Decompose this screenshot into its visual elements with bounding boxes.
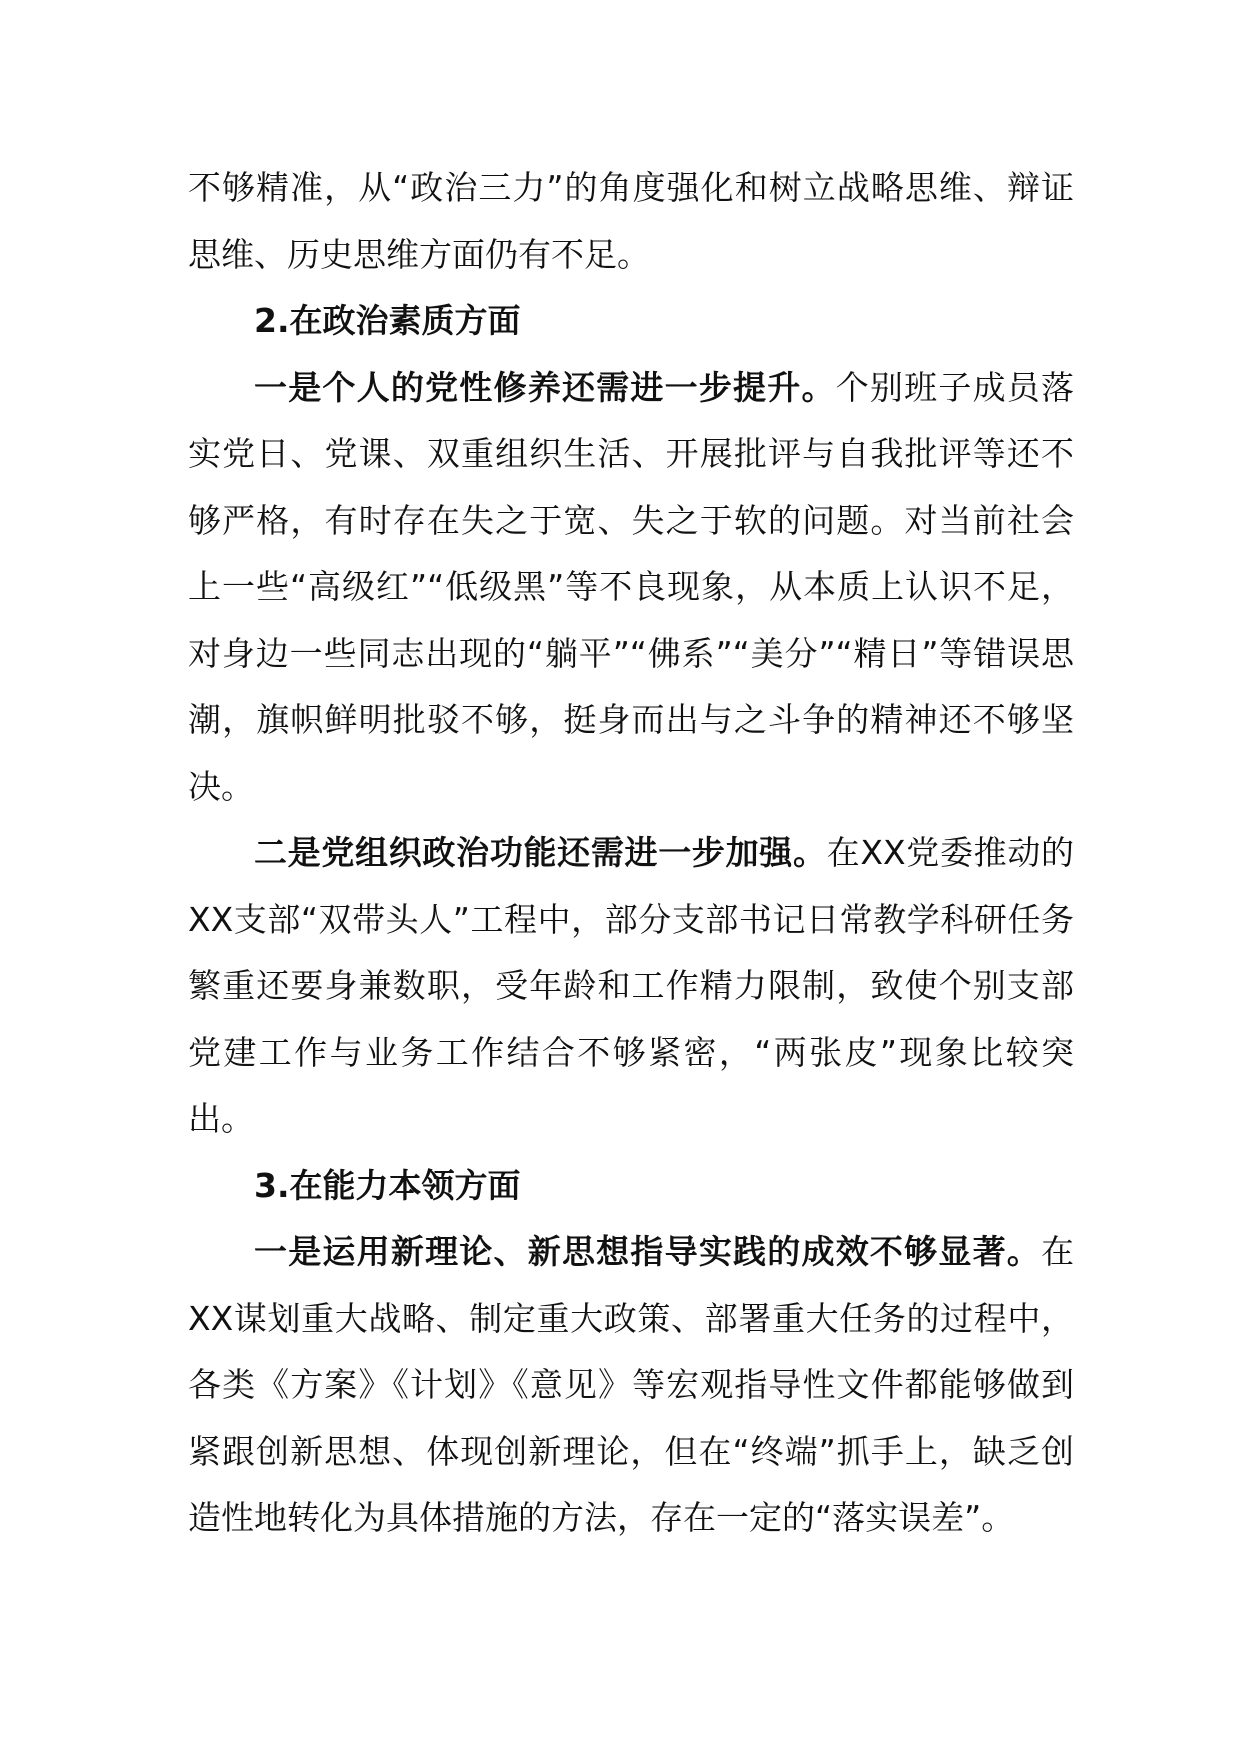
paragraph-lead: 二是党组织政治功能还需进一步加强。: [254, 833, 827, 872]
section-heading-ability: [188, 1153, 1074, 1220]
paragraph-lead: 一是个人的党性修养还需进一步提升。: [254, 367, 836, 407]
heading-text: 3.在能力本领方面: [254, 1165, 521, 1205]
paragraph-body: 在XX党委推动的XX支部“双带头人”工程中，部分支部书记日常教学科研任务繁重还要身兼数职，受年龄和工作精力限制，致使个别支部党建工作与业务工作结合不够紧密，“两张皮”现象比较突出。: [188, 833, 1075, 1138]
paragraph-lead: 一是运用新理论、新思想指导实践的成效不够显著。: [254, 1232, 1041, 1271]
paragraph-new-theory: [188, 1219, 1074, 1552]
paragraph-body: 在XX谋划重大战略、制定重大政策、部署重大任务的过程中，各类《方案》《计划》《意见》等宏观指导性文件都能够做到紧跟创新思想、体现创新理论，但在“终端”抓手上，缺乏创造性地转化为具体措施的方法，存在一定的“落实误差”。: [188, 1232, 1074, 1537]
paragraph-party-organization: [188, 820, 1074, 1153]
paragraph-body: 个别班子成员落实党日、党课、双重组织生活、开展批评与自我批评等还不够严格，有时存在失之于宽、失之于软的问题。对当前社会上一些“高级红”“低级黑”等不良现象，从本质上认识不足，对身边一些同志出现的“躺平”“佛系”“美分”“精日”等错误思潮，旗帜鲜明批驳不够，挺身而出与之斗争的精神还不够坚决。: [188, 367, 1075, 806]
paragraph-body: 不够精准，从“政治三力”的角度强化和树立战略思维、辩证思维、历史思维方面仍有不足。: [188, 168, 1074, 274]
document-page: [188, 155, 1074, 1552]
heading-text: 2.在政治素质方面: [254, 301, 521, 340]
section-heading-political-quality: [188, 288, 1074, 355]
paragraph-continuation: [188, 155, 1074, 288]
paragraph-party-spirit: [188, 355, 1074, 821]
